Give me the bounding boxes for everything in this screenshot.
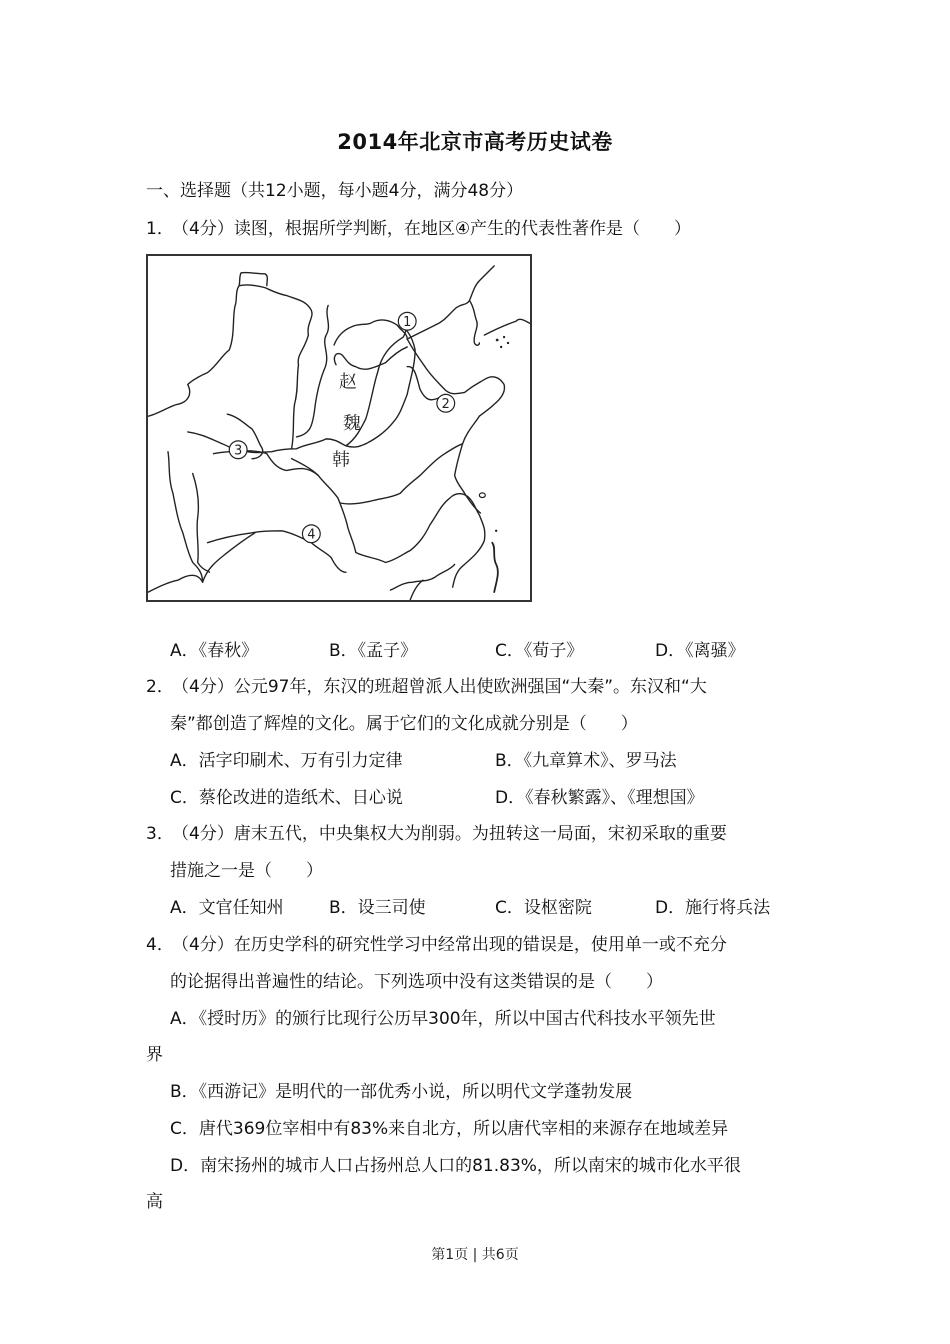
question-text-line-1: （4分）公元97年，东汉的班超曾派人出使欧洲强国“大秦”。东汉和“大	[172, 677, 707, 697]
section-heading: 一、选择题（共12小题，每小题4分，满分48分）	[146, 181, 524, 201]
svg-text:1: 1	[403, 315, 412, 331]
option-d[interactable]: D．《春秋繁露》、《理想国》	[495, 788, 704, 808]
option-a[interactable]: A．《授时历》的颁行比现行公历早300年，所以中国古代科技水平领先世	[170, 1009, 716, 1029]
marker-3	[229, 441, 247, 459]
option-d[interactable]: D．施行将兵法	[655, 898, 771, 918]
page-footer: 第1页 | 共6页	[431, 1247, 519, 1263]
option-a[interactable]: A．活字印刷术、万有引力定律	[170, 751, 403, 771]
option-b[interactable]: B．设三司使	[329, 898, 426, 918]
option-a-wrap: 界	[146, 1045, 163, 1065]
question-number: 2．	[146, 677, 174, 697]
svg-text:4: 4	[307, 527, 316, 543]
question-number: 4．	[146, 935, 174, 955]
option-c[interactable]: C．《荀子》	[495, 641, 584, 661]
option-d-wrap: 高	[146, 1192, 163, 1212]
option-d[interactable]: D．南宋扬州的城市人口占扬州总人口的81.83%，所以南宋的城市化水平很	[170, 1156, 741, 1176]
question-number: 1．	[146, 219, 174, 239]
warring-states-map	[146, 254, 532, 602]
label-wei: 魏	[342, 412, 361, 434]
page-title: 2014年北京市高考历史试卷	[337, 130, 613, 154]
option-d[interactable]: D．《离骚》	[655, 641, 745, 661]
label-zhao: 赵	[339, 371, 357, 393]
question-text-line-1: （4分）在历史学科的研究性学习中经常出现的错误是，使用单一或不充分	[172, 935, 727, 955]
svg-text:3: 3	[234, 443, 243, 459]
option-c[interactable]: C．蔡伦改进的造纸术、日心说	[170, 788, 403, 808]
option-c[interactable]: C．设枢密院	[495, 898, 592, 918]
option-b[interactable]: B．《西游记》是明代的一部优秀小说，所以明代文学蓬勃发展	[170, 1082, 633, 1102]
svg-text:2: 2	[441, 397, 450, 413]
option-c[interactable]: C．唐代369位宰相中有83%来自北方，所以唐代宰相的来源存在地域差异	[170, 1119, 729, 1139]
question-text-line-2: 的论据得出普遍性的结论。下列选项中没有这类错误的是（ ）	[170, 972, 663, 992]
option-b[interactable]: B．《孟子》	[329, 641, 418, 661]
label-han: 韩	[332, 449, 350, 471]
option-b[interactable]: B．《九章算术》、罗马法	[495, 751, 677, 771]
question-number: 3．	[146, 824, 174, 844]
marker-4	[302, 525, 320, 543]
question-text-line-2: 秦”都创造了辉煌的文化。属于它们的文化成就分别是（ ）	[170, 714, 638, 734]
question-text-line-2: 措施之一是（ ）	[170, 861, 323, 881]
option-a[interactable]: A．文官任知州	[170, 898, 284, 918]
marker-1	[398, 312, 416, 330]
option-a[interactable]: A．《春秋》	[170, 641, 259, 661]
question-text-line-1: （4分）唐末五代，中央集权大为削弱。为扭转这一局面，宋初采取的重要	[172, 824, 727, 844]
marker-2	[437, 394, 455, 412]
question-text: （4分）读图，根据所学判断，在地区④产生的代表性著作是（ ）	[172, 219, 692, 239]
